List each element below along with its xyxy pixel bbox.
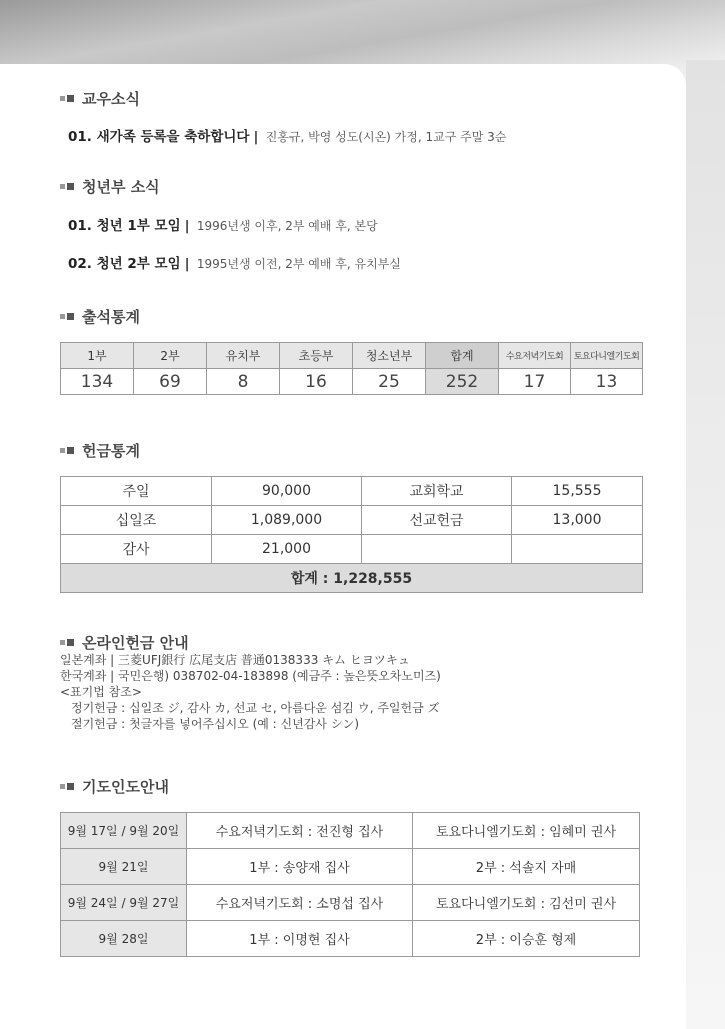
offering-cell: 90,000	[212, 477, 362, 506]
account-japan: 일본계좌 | 三菱UFJ銀行 広尾支店 普通0138333 キム ヒヨツキュ	[60, 653, 410, 667]
section-bullet-icon	[60, 183, 76, 190]
offering-cell: 주일	[61, 477, 212, 506]
attendance-header: 2부	[134, 343, 207, 369]
youth-item: 01. 청년 1부 모임 | 1996년생 이후, 2부 예배 후, 본당	[68, 218, 378, 234]
section-title-church-news: 교우소식	[60, 88, 140, 109]
attendance-value: 25	[353, 369, 426, 395]
prayer-leader: 2부 : 이승훈 형제	[413, 921, 640, 957]
attendance-value-row	[61, 369, 643, 395]
online-offering-info	[60, 652, 441, 732]
prayer-date: 9월 28일	[61, 921, 187, 957]
section-bullet-icon	[60, 783, 76, 790]
prayer-row	[61, 885, 640, 921]
offering-row	[61, 477, 643, 506]
offering-cell: 15,555	[512, 477, 643, 506]
offering-cell	[512, 535, 643, 564]
offering-row	[61, 535, 643, 564]
attendance-header: 유치부	[207, 343, 280, 369]
attendance-value: 8	[207, 369, 280, 395]
prayer-date: 9월 24일 / 9월 27일	[61, 885, 187, 921]
section-bullet-icon	[60, 95, 76, 102]
offering-table	[60, 476, 643, 593]
prayer-leader: 수요저녁기도회 : 소명섭 집사	[187, 885, 413, 921]
offering-cell	[362, 535, 512, 564]
offering-cell: 십일조	[61, 506, 212, 535]
prayer-leader: 토요다니엘기도회 : 임혜미 권사	[413, 813, 640, 849]
header-background	[0, 0, 725, 70]
prayer-leader: 2부 : 석솔지 자매	[413, 849, 640, 885]
section-title-prayer: 기도인도안내	[60, 776, 169, 797]
prayer-date: 9월 21일	[61, 849, 187, 885]
attendance-value: 134	[61, 369, 134, 395]
section-bullet-icon	[60, 447, 76, 454]
prayer-row	[61, 849, 640, 885]
prayer-leader: 1부 : 이명현 집사	[187, 921, 413, 957]
section-bullet-icon	[60, 313, 76, 320]
attendance-header: 초등부	[280, 343, 353, 369]
section-title-offering: 헌금통계	[60, 440, 140, 461]
attendance-header: 토요다니엘기도회	[571, 343, 643, 369]
prayer-row	[61, 813, 640, 849]
offering-row	[61, 506, 643, 535]
news-item: 01. 새가족 등록을 축하합니다 | 진홍규, 박영 성도(시온) 가정, 1교구 주말 3순	[68, 129, 507, 145]
offering-cell: 교회학교	[362, 477, 512, 506]
attendance-header: 청소년부	[353, 343, 426, 369]
attendance-value: 69	[134, 369, 207, 395]
attendance-header: 1부	[61, 343, 134, 369]
attendance-header-row	[61, 343, 643, 369]
seasonal-offering-notation: 절기헌금 : 첫글자를 넣어주십시오 (예 : 신년감사 シン)	[71, 717, 360, 731]
prayer-date: 9월 17일 / 9월 20일	[61, 813, 187, 849]
regular-offering-notation: 정기헌금 : 십일조 ジ, 감사 カ, 선교 セ, 아름다운 섬김 ウ, 주일헌금 ズ	[71, 701, 440, 715]
offering-total-row	[61, 564, 643, 593]
offering-cell: 21,000	[212, 535, 362, 564]
section-title-online: 온라인헌금 안내	[60, 632, 189, 653]
offering-total: 합계 : 1,228,555	[61, 564, 643, 593]
attendance-value: 17	[499, 369, 571, 395]
offering-cell: 13,000	[512, 506, 643, 535]
attendance-value: 16	[280, 369, 353, 395]
prayer-leader: 수요저녁기도회 : 전진형 집사	[187, 813, 413, 849]
youth-item: 02. 청년 2부 모임 | 1995년생 이전, 2부 예배 후, 유치부실	[68, 256, 401, 272]
prayer-leader: 1부 : 송양재 집사	[187, 849, 413, 885]
offering-cell: 선교헌금	[362, 506, 512, 535]
offering-cell: 감사	[61, 535, 212, 564]
prayer-row	[61, 921, 640, 957]
prayer-leader: 토요다니엘기도회 : 김선미 권사	[413, 885, 640, 921]
attendance-value-total: 252	[426, 369, 499, 395]
side-margin	[686, 60, 725, 1029]
section-bullet-icon	[60, 639, 76, 646]
prayer-table	[60, 812, 640, 957]
section-title-youth-news: 청년부 소식	[60, 176, 160, 197]
offering-cell: 1,089,000	[212, 506, 362, 535]
account-korea: 한국계좌 | 국민은행) 038702-04-183898 (예금주 : 높은뜻오차노미즈)	[60, 669, 441, 683]
section-title-attendance: 출석통계	[60, 306, 140, 327]
notation-reference: <표기법 참조>	[60, 685, 142, 699]
attendance-header: 수요저녁기도회	[499, 343, 571, 369]
attendance-table	[60, 342, 643, 395]
attendance-header-total: 합계	[426, 343, 499, 369]
attendance-value: 13	[571, 369, 643, 395]
